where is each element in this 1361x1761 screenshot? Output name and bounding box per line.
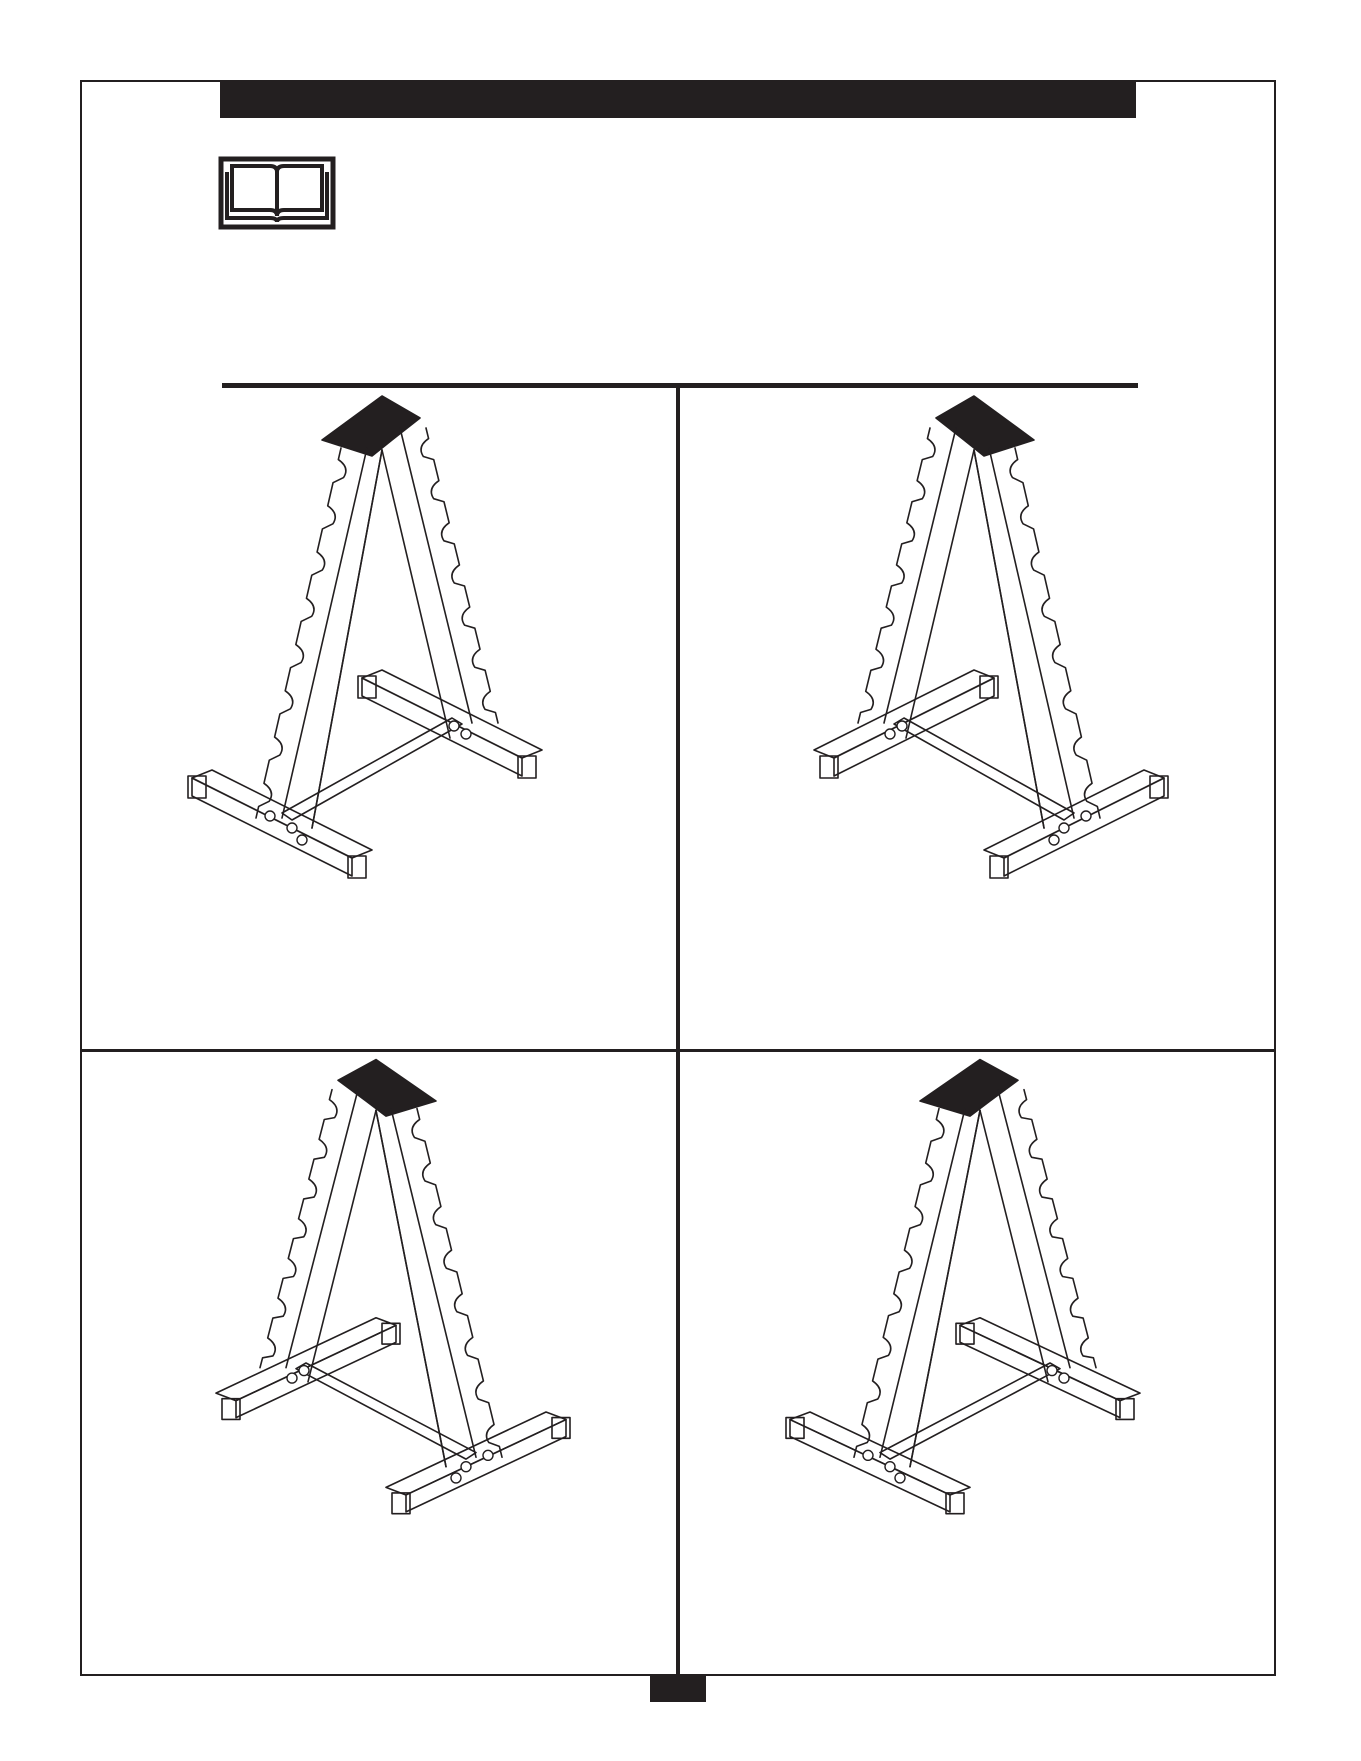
end-cap-1 bbox=[1150, 776, 1168, 798]
bolt-5 bbox=[1059, 1373, 1069, 1383]
bolt-1 bbox=[483, 1450, 493, 1460]
bolt-1 bbox=[265, 811, 275, 821]
rear-base-tube-side bbox=[834, 678, 994, 776]
left-front-rail-notched-edge bbox=[1010, 448, 1100, 818]
rack-view-3 bbox=[82, 1052, 676, 1674]
end-cap-1 bbox=[552, 1418, 570, 1439]
dumbbell-rack-icon bbox=[680, 1052, 1274, 1674]
bolt-2 bbox=[461, 1462, 471, 1472]
dumbbell-rack-icon bbox=[82, 1052, 676, 1674]
bolt-1 bbox=[863, 1450, 873, 1460]
rack-drawing bbox=[786, 1060, 1140, 1514]
right-rear-rail-notched-edge bbox=[421, 428, 498, 723]
left-front-rail-notched-edge bbox=[412, 1109, 502, 1458]
rear-base-tube bbox=[814, 670, 994, 758]
end-cap-1 bbox=[188, 776, 206, 798]
read-manual-book-icon bbox=[218, 156, 336, 230]
bolt-2 bbox=[1059, 823, 1069, 833]
bolt-2 bbox=[885, 1462, 895, 1472]
bolt-4 bbox=[449, 721, 459, 731]
dumbbell-rack-icon bbox=[680, 388, 1274, 1048]
rack-view-4 bbox=[680, 1052, 1274, 1674]
rack-drawing bbox=[216, 1060, 570, 1514]
rack-view-2 bbox=[680, 388, 1274, 1048]
rack-drawing bbox=[814, 396, 1168, 878]
front-base-tube bbox=[984, 770, 1164, 858]
end-cap-3 bbox=[382, 1323, 400, 1344]
rear-base-tube-side bbox=[236, 1325, 396, 1417]
bolt-4 bbox=[1047, 1366, 1057, 1376]
dumbbell-rack-icon bbox=[82, 388, 676, 1048]
bolt-5 bbox=[287, 1373, 297, 1383]
rack-drawing bbox=[188, 396, 542, 878]
bolt-4 bbox=[299, 1366, 309, 1376]
bolt-2 bbox=[287, 823, 297, 833]
page-number-tab bbox=[650, 1674, 706, 1702]
rear-base-tube bbox=[960, 1318, 1140, 1401]
end-cap-1 bbox=[786, 1418, 804, 1439]
bolt-1 bbox=[1081, 811, 1091, 821]
rack-view-1 bbox=[82, 388, 676, 1048]
rear-base-tube bbox=[362, 670, 542, 758]
bolt-3 bbox=[297, 835, 307, 845]
front-base-tube bbox=[192, 770, 372, 858]
bolt-3 bbox=[1049, 835, 1059, 845]
bolt-5 bbox=[461, 729, 471, 739]
rear-base-tube-side bbox=[362, 678, 522, 776]
left-front-rail-notched-edge bbox=[854, 1109, 944, 1458]
rear-base-tube bbox=[216, 1318, 396, 1401]
bolt-5 bbox=[885, 729, 895, 739]
bolt-4 bbox=[897, 721, 907, 731]
bolt-3 bbox=[895, 1473, 905, 1483]
right-rear-rail-notched-edge bbox=[260, 1090, 337, 1368]
end-cap-3 bbox=[956, 1323, 974, 1344]
end-cap-3 bbox=[980, 676, 998, 698]
header-bar bbox=[220, 80, 1136, 118]
right-rear-rail-notched-edge bbox=[858, 428, 935, 723]
bolt-3 bbox=[451, 1473, 461, 1483]
right-rear-rail-notched-edge bbox=[1019, 1090, 1096, 1368]
left-front-rail-notched-edge bbox=[256, 448, 346, 818]
rear-base-tube-side bbox=[960, 1325, 1120, 1417]
end-cap-3 bbox=[358, 676, 376, 698]
